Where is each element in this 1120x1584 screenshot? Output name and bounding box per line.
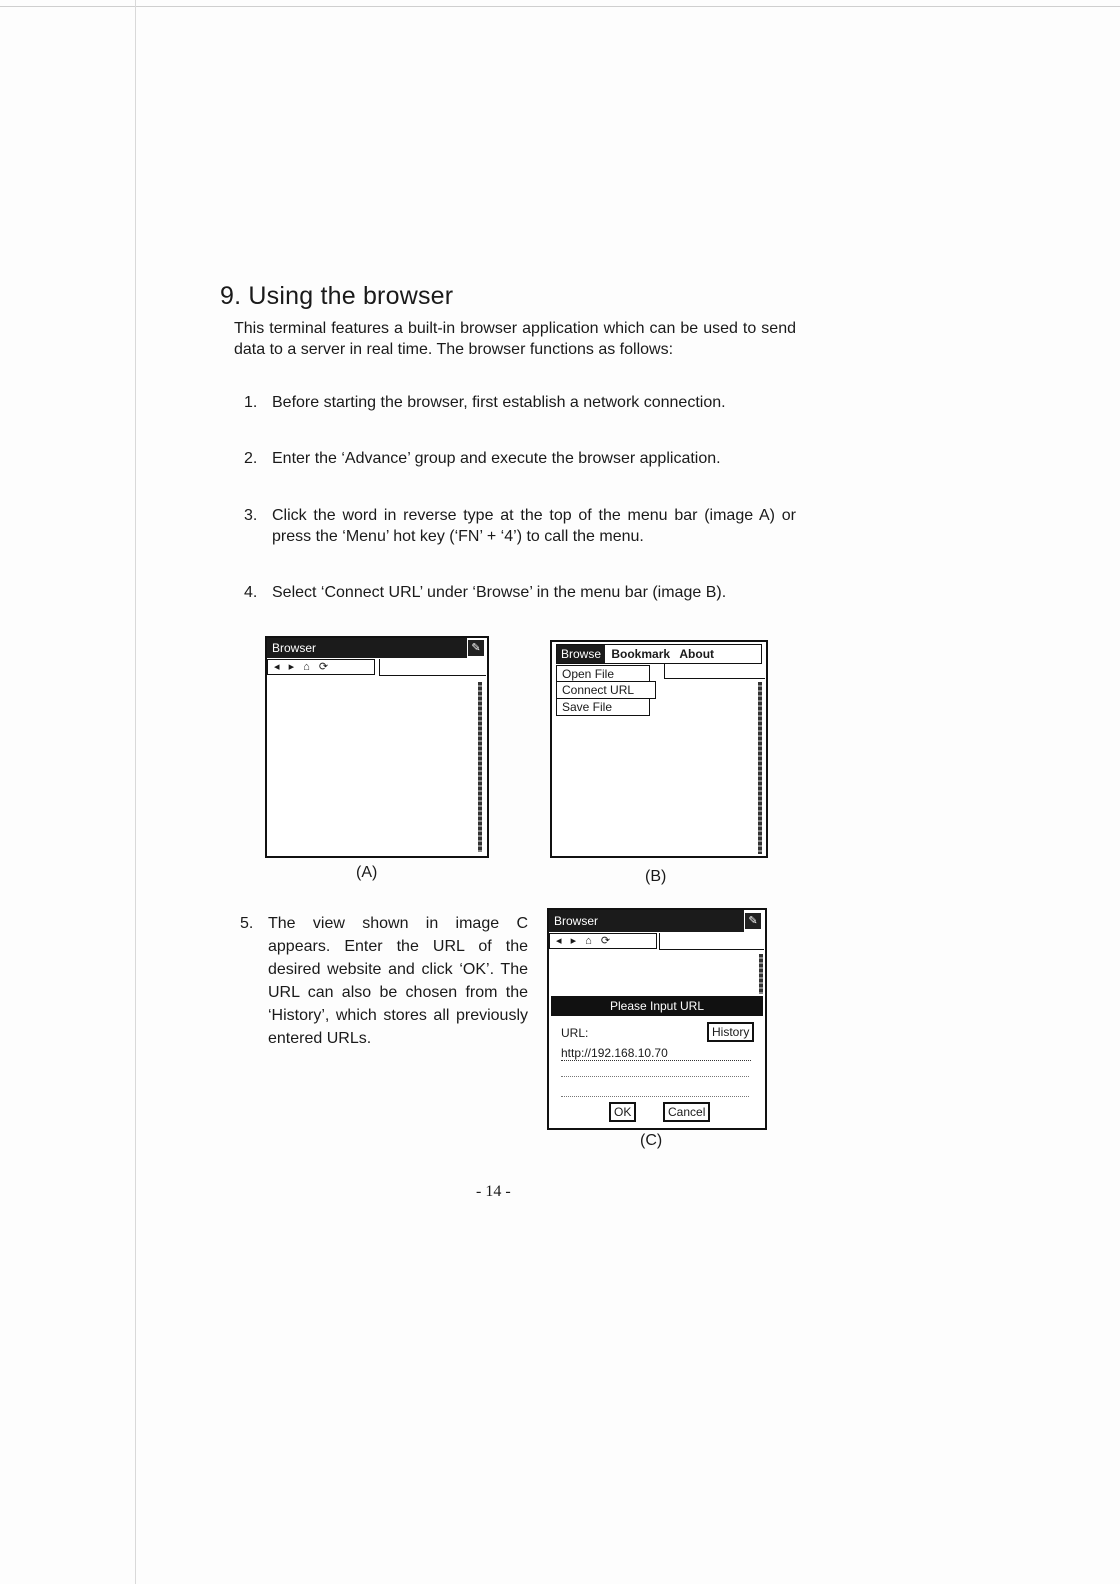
menu-open-file[interactable]: Open File [556, 665, 650, 683]
browser-title[interactable]: Browser [549, 910, 744, 932]
dialog-title: Please Input URL [551, 996, 763, 1016]
scan-edge-line [0, 6, 1120, 7]
screenshot-c [547, 908, 767, 1130]
cancel-button[interactable]: Cancel [663, 1102, 710, 1122]
menu-about[interactable]: About [679, 647, 715, 661]
menu-browse[interactable]: Browse [557, 645, 605, 663]
history-button[interactable]: History [707, 1022, 754, 1042]
ok-button[interactable]: OK [609, 1102, 636, 1122]
pencil-icon[interactable]: ✎ [467, 639, 485, 657]
browse-dropdown [556, 666, 650, 716]
screenshot-b [550, 640, 768, 858]
binding-margin-line [135, 0, 136, 1584]
step-number: 5. [240, 915, 254, 932]
step-text: Enter the ‘Advance’ group and execute the browser application. [272, 450, 721, 467]
menu-save-file[interactable]: Save File [556, 698, 650, 716]
scrollbar[interactable] [758, 682, 762, 854]
step-text: Click the word in reverse type at the top of the menu bar (image A) or press the ‘Menu’ hot key (‘FN’ + ‘4’) to call the menu. [272, 507, 796, 545]
page-number: - 14 - [476, 1183, 511, 1200]
section-heading: 9. Using the browser [220, 282, 454, 310]
address-bar[interactable] [664, 664, 765, 679]
browser-title[interactable]: Browser [267, 638, 467, 658]
step-1 [244, 392, 796, 413]
caption-c: (C) [640, 1132, 663, 1149]
pencil-icon[interactable]: ✎ [744, 912, 762, 930]
scrollbar[interactable] [759, 954, 763, 994]
intro-paragraph: This terminal features a built-in browser application which can be used to send data to a server in real time. The browser functions as follows: [234, 320, 796, 358]
step-text: Before starting the browser, first establish a network connection. [272, 394, 726, 411]
screenshot-a [265, 636, 489, 858]
step-4 [244, 582, 796, 603]
url-label: URL: [561, 1026, 589, 1040]
url-input[interactable]: http://192.168.10.70 [561, 1046, 751, 1061]
step-number: 4. [244, 584, 258, 601]
step-text: The view shown in image C appears. Enter the URL of the desired website and click ‘OK’. The URL can also be chosen from the ‘History’, which stores all previously entered URLs. [268, 915, 528, 1047]
step-5 [240, 912, 528, 1050]
address-bar[interactable] [659, 933, 764, 950]
input-line [561, 1096, 749, 1097]
nav-toolbar[interactable]: ◂ ▸ ⌂ ⟳ [267, 659, 375, 675]
step-number: 1. [244, 394, 258, 411]
menu-connect-url[interactable]: Connect URL [556, 681, 656, 699]
step-number: 3. [244, 507, 258, 524]
caption-b: (B) [645, 868, 667, 885]
address-bar[interactable] [379, 659, 486, 676]
input-line [561, 1076, 749, 1077]
nav-toolbar[interactable]: ◂ ▸ ⌂ ⟳ [549, 933, 657, 949]
menu-bar [556, 644, 762, 664]
caption-a: (A) [356, 864, 378, 881]
step-number: 2. [244, 450, 258, 467]
step-text: Select ‘Connect URL’ under ‘Browse’ in the menu bar (image B). [272, 584, 727, 601]
scrollbar[interactable] [478, 682, 482, 852]
step-3 [244, 505, 796, 547]
step-2 [244, 448, 796, 469]
menu-bookmark[interactable]: Bookmark [611, 647, 671, 661]
